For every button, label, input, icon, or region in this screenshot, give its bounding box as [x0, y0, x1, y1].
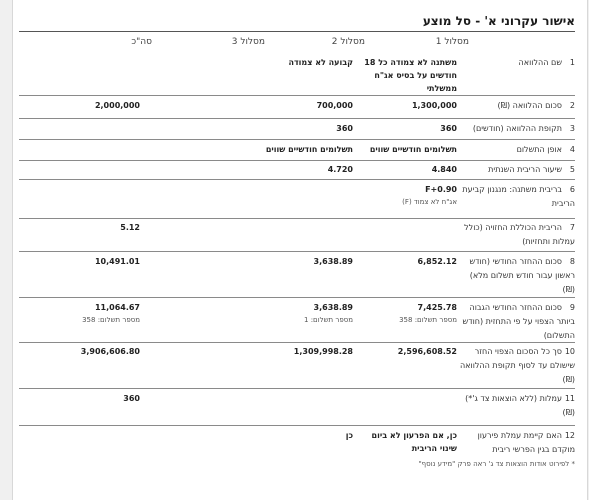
row-label-text: האם קיימת עמלת פירעון מוקדם בגין הפרשי ריבית: [477, 431, 575, 454]
row-number: 4: [569, 145, 575, 154]
cell-value: משתנה לא צמודה כל 18 חודשים על בסיס אג"ח ממשלתי: [364, 58, 457, 93]
cell-c1: [361, 429, 457, 455]
cell-value: 2,000,000: [94, 101, 140, 110]
row-divider: [19, 160, 575, 161]
row-label-text: סכום ההחזר החודשי (חודש ראשון עבור חודש תשלום מלא) (₪): [469, 257, 575, 294]
row-number: 7: [569, 223, 575, 232]
row-number: 9: [569, 303, 575, 312]
footnote: * לפירוט אודות הוצאות צד ג' ראה פרק "מידע נוסף": [418, 460, 575, 468]
row-label: [457, 143, 575, 157]
cell-value: 4.840: [431, 165, 457, 174]
cell-subtext: מספר תשלום: 358: [399, 316, 457, 324]
cell-value: 7,425.78: [417, 303, 457, 312]
cell-c4: [48, 392, 140, 405]
cell-subtext: מספר תשלום: 1: [304, 316, 353, 324]
row-number: 2: [569, 101, 575, 110]
cell-value: 3,638.89: [313, 303, 353, 312]
cell-value: כן: [345, 431, 353, 440]
cell-c1: [361, 163, 457, 176]
cell-value: כן, אם הפרעון לא ביום שינוי הריבית: [371, 431, 457, 453]
row-label: [457, 221, 575, 249]
row-label-text: סכום ההלוואה (₪): [497, 101, 562, 110]
cell-c2: [261, 143, 353, 156]
row-label-text: סכום ההחזר החודשי הגבוה ביותר הצפוי על פי התחזית (חודש התשלום): [462, 303, 575, 340]
cell-value: 4.720: [327, 165, 353, 174]
cell-value: 700,000: [316, 101, 353, 110]
cell-c2: [261, 301, 353, 327]
row-label: [457, 122, 575, 136]
row-divider: [19, 139, 575, 140]
row-number: 8: [569, 257, 575, 266]
row-label-text: שם ההלוואה: [518, 58, 562, 67]
column-header-total: סה"כ: [131, 37, 152, 47]
row-label: [457, 301, 575, 343]
cell-c1: [361, 301, 457, 327]
cell-c2: [261, 122, 353, 135]
cell-value: 1,300,000: [411, 101, 457, 110]
row-number: 5: [569, 165, 575, 174]
row-number: 10: [564, 347, 575, 356]
cell-value: 3,906,606.80: [80, 347, 140, 356]
cell-value: F+0.90: [425, 185, 457, 194]
row-label: [457, 255, 575, 297]
cell-c4: [48, 221, 140, 234]
column-header-track-2: מסלול 2: [331, 37, 365, 47]
row-label-text: עמלות (ללא הוצאות צד ג'*) (₪): [465, 394, 575, 417]
cell-c2: [261, 99, 353, 112]
cell-value: 1,309,998.28: [293, 347, 353, 356]
cell-c1: [361, 345, 457, 358]
cell-c1: [361, 99, 457, 112]
row-label: [457, 429, 575, 457]
cell-value: 6,852.12: [417, 257, 457, 266]
row-divider: [19, 218, 575, 219]
row-divider: [19, 118, 575, 119]
row-number: 1: [569, 58, 575, 67]
row-number: 12: [564, 431, 575, 440]
row-label: [457, 183, 575, 211]
cell-c4: [48, 255, 140, 268]
cell-value: קבועה לא צמודה: [288, 58, 353, 67]
document-page: [12, 0, 588, 500]
cell-c2: [261, 163, 353, 176]
cell-value: 11,064.67: [94, 303, 140, 312]
row-number: 3: [569, 124, 575, 133]
cell-c1: [361, 122, 457, 135]
cell-c4: [48, 99, 140, 112]
cell-c2: [261, 56, 353, 69]
cell-value: 5.12: [120, 223, 140, 232]
row-label-text: בריבית משתנה: מנגנון קביעת הריבית: [462, 185, 575, 208]
cell-value: 360: [336, 124, 353, 133]
cell-value: 2,596,608.52: [397, 347, 457, 356]
cell-c1: [361, 143, 457, 156]
cell-subtext: אג"ח לא צמוד (F): [402, 198, 457, 206]
document-title: אישור עקרוני א' - סל מוצע: [422, 14, 575, 28]
cell-c2: [261, 255, 353, 268]
row-divider: [19, 388, 575, 389]
cell-value: תשלומים חודשיים שווים: [265, 145, 353, 154]
cell-value: תשלומים חודשיים שווים: [369, 145, 457, 154]
row-label-text: תקופת ההלוואה (חודשים): [472, 124, 562, 133]
header-divider: [19, 31, 575, 32]
row-label-text: אופן התשלום: [516, 145, 562, 154]
row-label-text: שיעור הריבית השנתית: [488, 165, 562, 174]
cell-c1: [361, 183, 457, 209]
column-header-track-3: מסלול 3: [231, 37, 265, 47]
cell-subtext: מספר תשלום: 358: [82, 316, 140, 324]
row-label: [457, 99, 575, 113]
row-label-text: הריבית הכוללת החזויה (כולל עמלות ותחזיות): [464, 223, 575, 246]
row-divider: [19, 95, 575, 96]
cell-c1: [361, 56, 457, 95]
cell-c1: [361, 255, 457, 268]
row-divider: [19, 425, 575, 426]
row-label: [457, 392, 575, 420]
cell-value: 360: [440, 124, 457, 133]
cell-c2: [261, 429, 353, 442]
row-number: 11: [564, 394, 575, 403]
row-label: [457, 56, 575, 70]
row-divider: [19, 297, 575, 298]
cell-value: 360: [123, 394, 140, 403]
cell-c4: [48, 301, 140, 327]
cell-value: 3,638.89: [313, 257, 353, 266]
row-divider: [19, 179, 575, 180]
row-label: [457, 345, 575, 387]
cell-c4: [48, 345, 140, 358]
row-number: 6: [569, 185, 575, 194]
row-divider: [19, 251, 575, 252]
cell-value: 10,491.01: [94, 257, 140, 266]
row-label: [457, 163, 575, 177]
column-header-track-1: מסלול 1: [435, 37, 469, 47]
cell-c2: [261, 345, 353, 358]
row-label-text: סך כל הסכום הצפוי החזר שישולם עד לסוף תקופת ההלוואה (₪): [459, 347, 575, 384]
